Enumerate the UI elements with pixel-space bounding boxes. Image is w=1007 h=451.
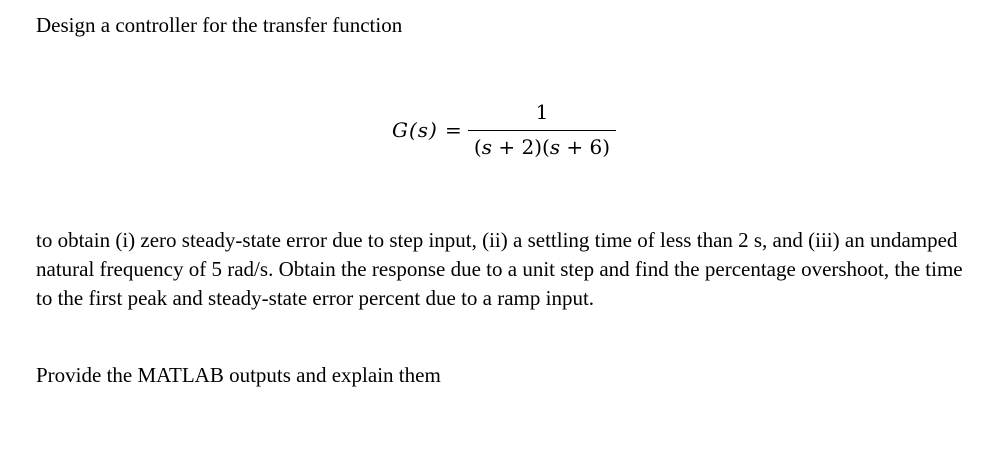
denominator-var-s2: s [549, 135, 561, 159]
equals-sign: = [445, 118, 462, 142]
fraction [466, 98, 618, 168]
denominator-factor-1: + 2)( [492, 135, 550, 159]
intro-text: Design a controller for the transfer function [36, 13, 403, 37]
transfer-function-equation [388, 98, 628, 168]
closing-instruction: Provide the MATLAB outputs and explain them [36, 363, 441, 387]
fraction-numerator: 1 [535, 100, 549, 124]
denominator-paren-open: ( [473, 135, 482, 159]
requirements-paragraph: to obtain (i) zero steady-state error due to step input, (ii) a settling time of less than 2 s, and (iii) an undamped natural frequency of 5 rad/s. Obtain the response due to a unit step and find the percentage overshoot, the time to the first peak and steady-state error percent due to a ramp input. [36, 228, 963, 310]
equation-lhs: G(s) [392, 118, 438, 142]
fraction-bar [468, 130, 616, 131]
denominator-factor-2: + 6) [560, 135, 611, 159]
fraction-denominator [466, 135, 618, 159]
denominator-var-s1: s [481, 135, 492, 159]
